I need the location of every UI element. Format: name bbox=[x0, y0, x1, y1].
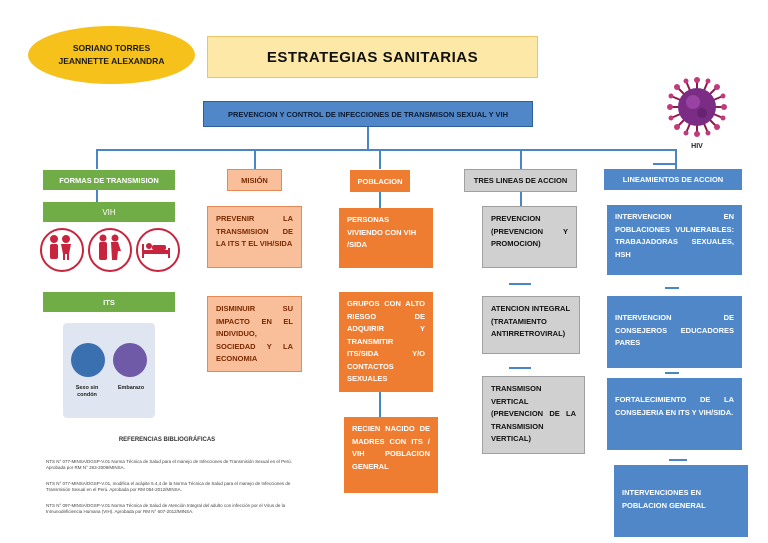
mission-box-reduce: DISMINUIR SU IMPACTO EN EL INDIVIDUO, SOCIEDAD Y LA ECONOMIA bbox=[207, 296, 302, 372]
connector bbox=[367, 127, 369, 149]
connector bbox=[653, 163, 675, 165]
reference-item: NTS N° 077-MINSA/DGSP-V.01 Norma Técnica de Salud para el manejo de Infecciones de Transmisión Sexual en el Perú. Aprobada por RM N° 263-2009/MINSA. bbox=[46, 459, 292, 470]
connector bbox=[254, 149, 256, 169]
pregnancy-caption: Embarazo bbox=[117, 385, 145, 391]
pregnancy-icon bbox=[88, 228, 132, 272]
author-name-line2: JEANNETTE ALEXANDRA bbox=[58, 56, 165, 66]
connector bbox=[665, 287, 679, 289]
connector bbox=[96, 149, 675, 151]
connector bbox=[520, 149, 522, 169]
connector bbox=[675, 149, 677, 169]
connector bbox=[96, 149, 98, 169]
references-section bbox=[22, 423, 312, 533]
forms-transmission-header: FORMAS DE TRANSMISION bbox=[43, 170, 175, 190]
action-lines-header: TRES LINEAS DE ACCION bbox=[464, 169, 577, 192]
reference-item: NTS N° 097-MINSA/DGSP-V.01 Norma Técnica de Salud de Atención Integral del adulto con infección por el Virus de la Inmunodeficiencia Humana (VIH). Aprobada por RM N° 607-2012/MINSA. bbox=[46, 503, 286, 514]
population-box-newborn: RECIEN NACIDO DE MADRES CON ITS / VIH POBLACION GENERAL bbox=[344, 417, 438, 493]
population-box-living: PERSONAS VIVIENDO CON VIH /SIDA bbox=[339, 208, 433, 268]
mission-header: MISIÓN bbox=[227, 169, 282, 191]
mission-box-prevent: PREVENIR LA TRANSMISION DE LA ITS T EL VIH/SIDA bbox=[207, 206, 302, 268]
connector bbox=[379, 192, 381, 208]
population-header: POBLACION bbox=[350, 170, 410, 192]
guideline-counseling: FORTALECIMIENTO DE LA CONSEJERIA EN ITS Y VIH/SIDA. bbox=[607, 378, 742, 450]
author-name-line1: SORIANO TORRES bbox=[72, 43, 151, 53]
couple-icon bbox=[40, 228, 84, 272]
guideline-vulnerable: INTERVENCION EN POBLACIONES VULNERABLES: TRABAJADORAS SEXUALES, HSH bbox=[607, 205, 742, 275]
guideline-general-population: INTERVENCIONES EN POBLACION GENERAL bbox=[614, 465, 748, 537]
condom-pregnancy-image bbox=[63, 323, 155, 418]
connector bbox=[669, 459, 687, 461]
connector bbox=[509, 367, 531, 369]
vih-label: VIH bbox=[43, 202, 175, 222]
population-box-risk: GRUPOS CON ALTO RIESGO DE ADQUIRIR Y TRANSMITIR ITS/SIDA Y/O CONTACTOS SEXUALES bbox=[339, 292, 433, 392]
main-topic: PREVENCION Y CONTROL DE INFECCIONES DE TRANSMISON SEXUAL Y VIH bbox=[203, 101, 533, 127]
action-line-prevention: PREVENCION (PREVENCION Y PROMOCION) bbox=[482, 206, 577, 268]
bed-icon bbox=[136, 228, 180, 272]
connector bbox=[379, 392, 381, 417]
hiv-label: HIV bbox=[691, 143, 703, 150]
connector bbox=[509, 283, 531, 285]
its-label: ITS bbox=[43, 292, 175, 312]
condom-icon bbox=[71, 343, 105, 377]
hiv-virus-icon bbox=[666, 76, 728, 148]
action-line-care: ATENCION INTEGRAL (TRATAMIENTO ANTIRRETROVIRAL) bbox=[482, 296, 580, 354]
guidelines-header: LINEAMIENTOS DE ACCION bbox=[604, 169, 742, 190]
reference-item: NTS N° 077-MINSA/DGSP-V.01, modifica el acápite 5.4.4 de la Norma Técnica de Salud para el manejo de Infecciones de Transmisión Sexual en el Perú. Aprobada por RM 084-2012/MINSA. bbox=[46, 481, 291, 492]
pregnancy-silhouette-icon bbox=[113, 343, 147, 377]
author-badge bbox=[28, 26, 195, 84]
connector bbox=[379, 149, 381, 169]
condom-caption: Sexo sin condón bbox=[75, 385, 99, 398]
references-heading: REFERENCIAS BIBLIOGRÁFICAS bbox=[118, 437, 216, 443]
action-line-vertical: TRANSMISON VERTICAL (PREVENCION DE LA TRANSMISION VERTICAL) bbox=[482, 376, 585, 454]
guideline-peer-educators: INTERVENCION DE CONSEJEROS EDUCADORES PARES bbox=[607, 296, 742, 368]
page-title: ESTRATEGIAS SANITARIAS bbox=[207, 36, 538, 78]
connector bbox=[520, 192, 522, 206]
connector bbox=[96, 190, 98, 202]
connector bbox=[665, 372, 679, 374]
